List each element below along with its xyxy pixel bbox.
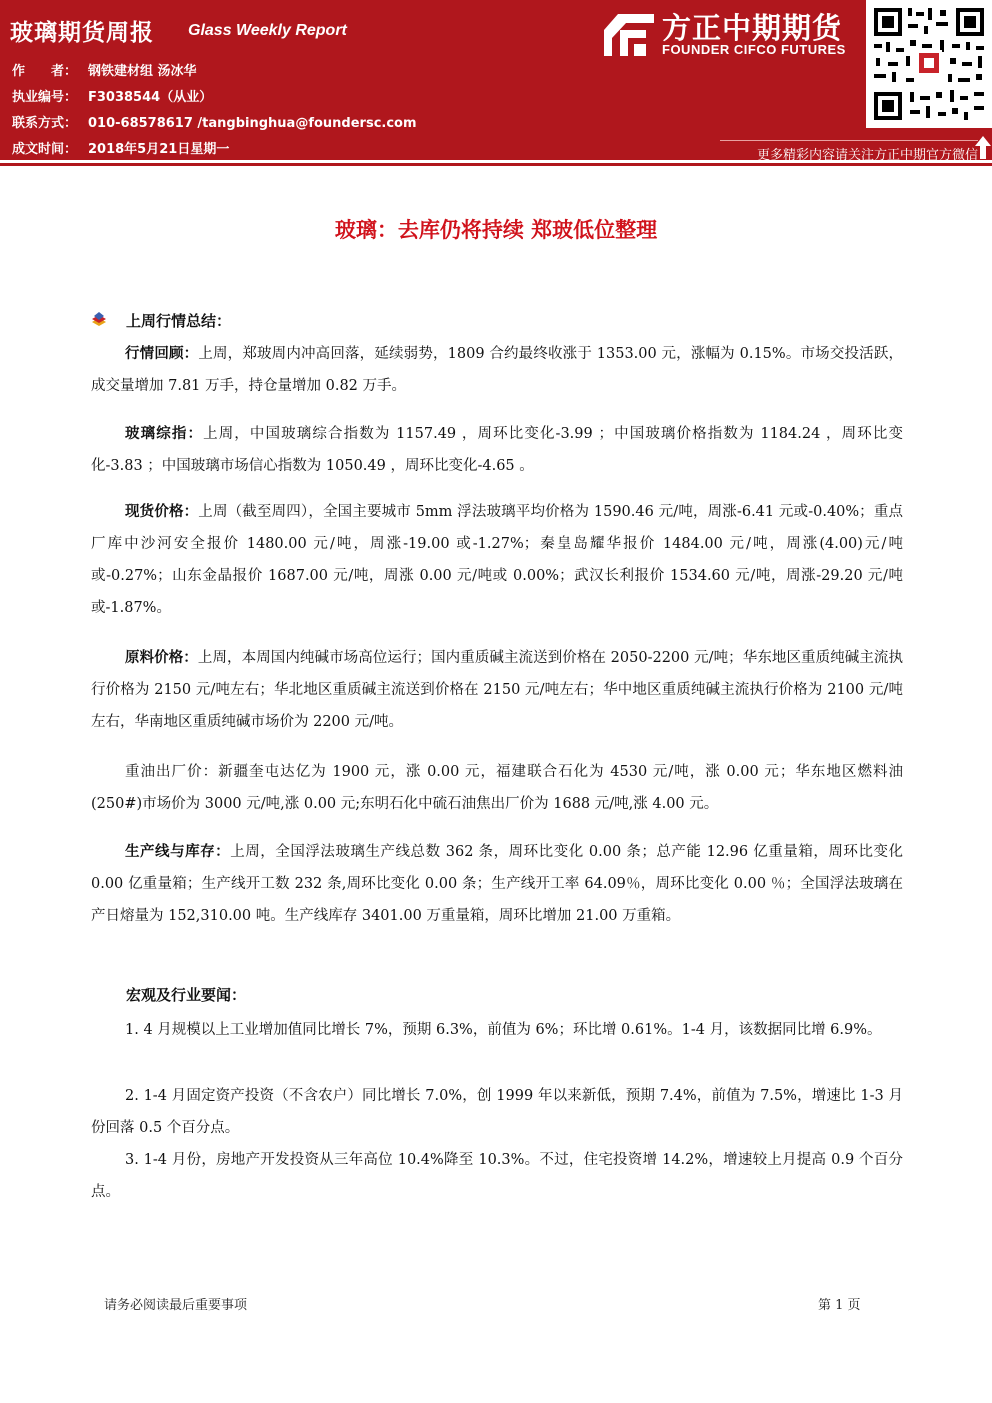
paragraph-text: 上周，全国浮法玻璃生产线总数 362 条，周环比变化 0.00 条；总产能 12.96 亿重量箱，周环比变化 0.00 亿重量箱；生产线开工数 232 条,周环比变化 0.00 条；生产线开工率 64.09％，周环比变化 0.00 ％；全国浮法玻璃在产日熔量为 152,310.00 吨。生产线库存 3401.00 万重量箱，周环比增加 21.00 万重箱。 (91, 844, 904, 924)
section-heading-macro: 宏观及行业要闻： (126, 986, 247, 1004)
paragraph-label: 行情回顾： (125, 346, 199, 362)
paragraph-label: 玻璃综指： (125, 426, 204, 442)
meta-key: 执业编号： (12, 90, 78, 105)
meta-key: 作 者： (12, 64, 78, 79)
qr-code-icon[interactable] (866, 0, 992, 128)
meta-value: 010-68578617 /tangbinghua@foundersc.com (88, 116, 417, 131)
meta-author (12, 60, 197, 79)
paragraph-text: 上周，郑玻周内冲高回落，延续弱势，1809 合约最终收涨于 1353.00 元，涨幅为 0.15%。市场交投活跃，成交量增加 7.81 万手，持仓量增加 0.82 万手。 (91, 346, 904, 394)
meta-value: 2018年5月21日星期一 (88, 142, 230, 157)
section-heading-weekly: 上周行情总结： (126, 312, 232, 330)
meta-date (12, 138, 229, 157)
meta-key: 联系方式： (12, 116, 78, 131)
paragraph-label: 原料价格： (125, 650, 198, 666)
news-item-1: 1. 4 月规模以上工业增加值同比增长 7%，预期 6.3%，前值为 6%；环比增 0.61%。1-4 月，该数据同比增 6.9%。 (125, 1022, 882, 1038)
follow-divider (720, 140, 978, 141)
paragraph-label: 现货价格： (125, 504, 199, 520)
paragraph-production-inventory (91, 836, 903, 932)
paragraph-raw-material (91, 642, 903, 738)
meta-value: F3038544（从业） (88, 90, 213, 105)
paragraph-label: 生产线与库存： (125, 844, 231, 860)
footer-page-number: 第 1 页 (818, 1298, 861, 1313)
report-header (0, 0, 992, 163)
meta-license (12, 86, 212, 105)
logo-text-cn: 方正中期期货 (662, 11, 843, 45)
paragraph-text: 重油出厂价：新疆奎屯达亿为 1900 元，涨 0.00 元，福建联合石化为 4530 元/吨，涨 0.00 元；华东地区燃料油(250#)市场价为 3000 元/吨,涨 0.00 元;东明石化中硫石油焦出厂价为 1688 元/吨,涨 4.00 元。 (91, 764, 903, 812)
section-bullet-icon (92, 312, 106, 326)
report-title: 玻璃期货周报 (10, 20, 154, 46)
follow-wechat-text: 更多精彩内容请关注方正中期官方微信 (756, 148, 978, 163)
news-item-2: 2. 1-4 月固定资产投资（不含农户）同比增长 7.0%，创 1999 年以来新低，预期 7.4%，前值为 7.5%，增速比 1-3 月份回落 0.5 个百分点。 (91, 1088, 903, 1136)
header-divider (0, 163, 992, 166)
paragraph-heavy-oil (91, 756, 903, 820)
founder-logo-icon (604, 14, 654, 56)
meta-contact (12, 112, 417, 131)
paragraph-text: 上周（截至周四），全国主要城市 5mm 浮法玻璃平均价格为 1590.46 元/吨，周涨-6.41 元或-0.40%；重点厂库中沙河安全报价 1480.00 元/吨，周涨-19.00 或-1.27%；秦皇岛耀华报价 1484.00 元/吨，周涨(4.00)元/吨或-0.27%；山东金晶报价 1687.00 元/吨，周涨 0.00 元/吨或 0.00%；武汉长利报价 1534.60 元/吨，周涨-29.20 元/吨或-1.87%。 (91, 504, 903, 616)
meta-value: 钢铁建材组 汤冰华 (88, 64, 197, 79)
report-title-en: Glass Weekly Report (188, 22, 347, 39)
paragraph-glass-index (91, 418, 903, 482)
paragraph-text: 上周，中国玻璃综合指数为 1157.49 ，周环比变化-3.99 ；中国玻璃价格指数为 1184.24 ，周环比变化-3.83 ；中国玻璃市场信心指数为 1050.49 ，周环比变化-4.65 。 (91, 426, 903, 474)
paragraph-text: 上周，本周国内纯碱市场高位运行；国内重质碱主流送到价格在 2050-2200 元/吨；华东地区重质纯碱主流执行价格为 2150 元/吨左右；华北地区重质碱主流送到价格在 2150 元/吨左右；华中地区重质纯碱主流执行价格为 2100 元/吨左右，华南地区重质纯碱市场价为 2200 元/吨。 (91, 650, 904, 730)
paragraph-spot-price (91, 496, 903, 624)
arrow-up-stem (980, 145, 986, 159)
logo-text-en: FOUNDER CIFCO FUTURES (662, 42, 846, 57)
article-title: 玻璃：去库仍将持续 郑玻低位整理 (334, 218, 658, 242)
meta-key: 成文时间： (12, 142, 78, 157)
news-item-3: 3. 1-4 月份，房地产开发投资从三年高位 10.4%降至 10.3%。不过，住宅投资增 14.2%，增速较上月提高 0.9 个百分点。 (91, 1152, 903, 1200)
paragraph-market-review (91, 338, 903, 402)
footer-disclaimer: 请务必阅读最后重要事项 (104, 1298, 248, 1313)
